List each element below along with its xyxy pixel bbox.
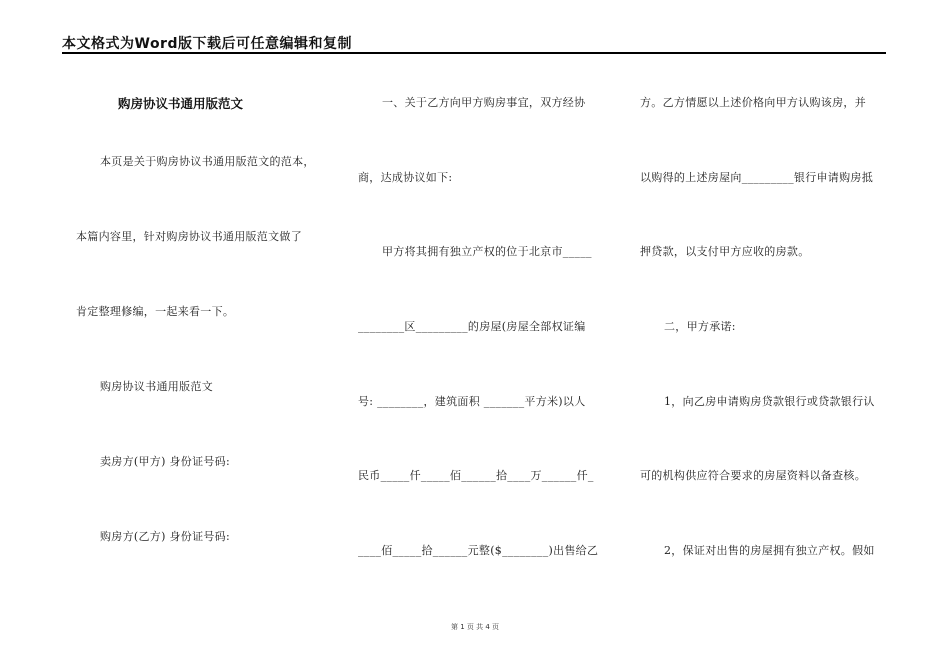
header-rule [62, 52, 886, 54]
seller-id-line: 卖房方(甲方) 身份证号码: [100, 455, 230, 468]
paragraph-line: 1，向乙房申请购房贷款银行或贷款银行认 [664, 395, 875, 408]
paragraph-line: 甲方将其拥有独立产权的位于北京市_____ [382, 245, 592, 258]
paragraph-line: ________区_________的房屋(房屋全部权证编 [358, 320, 586, 333]
paragraph-line: 号: ________，建筑面积 _______平方米)以人 [358, 395, 586, 408]
paragraph-line: 方。乙方情愿以上述价格向甲方认购该房，并 [640, 96, 866, 109]
document-title: 购房协议书通用版范文 [118, 96, 244, 111]
section-heading: 购房协议书通用版范文 [100, 380, 213, 393]
paragraph-line: 一、关于乙方向甲方购房事宜，双方经协 [382, 96, 586, 109]
section-heading: 二，甲方承诺: [664, 320, 736, 333]
paragraph-line: 本篇内容里，针对购房协议书通用版范文做了 [76, 230, 302, 243]
buyer-id-line: 购房方(乙方) 身份证号码: [100, 530, 230, 543]
paragraph-line: 本页是关于购房协议书通用版范文的范本， [100, 155, 315, 168]
paragraph-line: 商，达成协议如下: [358, 171, 453, 184]
paragraph-line: 2，保证对出售的房屋拥有独立产权。假如 [664, 544, 875, 557]
paragraph-line: 以购得的上述房屋向_________银行申请购房抵 [640, 171, 873, 184]
document-header: 本文格式为Word版下载后可任意编辑和复制 [62, 36, 352, 52]
paragraph-line: 可的机构供应符合要求的房屋资料以备查核。 [640, 469, 866, 482]
paragraph-line: 押贷款，以支付甲方应收的房款。 [640, 245, 810, 258]
paragraph-line: 肯定整理修编，一起来看一下。 [76, 305, 235, 318]
page-number: 第 1 页 共 4 页 [450, 623, 500, 631]
paragraph-line: 民币_____仟_____佰______拾____万______仟_ [358, 469, 594, 482]
paragraph-line: ____佰_____拾______元整($________)出售给乙 [358, 544, 599, 557]
